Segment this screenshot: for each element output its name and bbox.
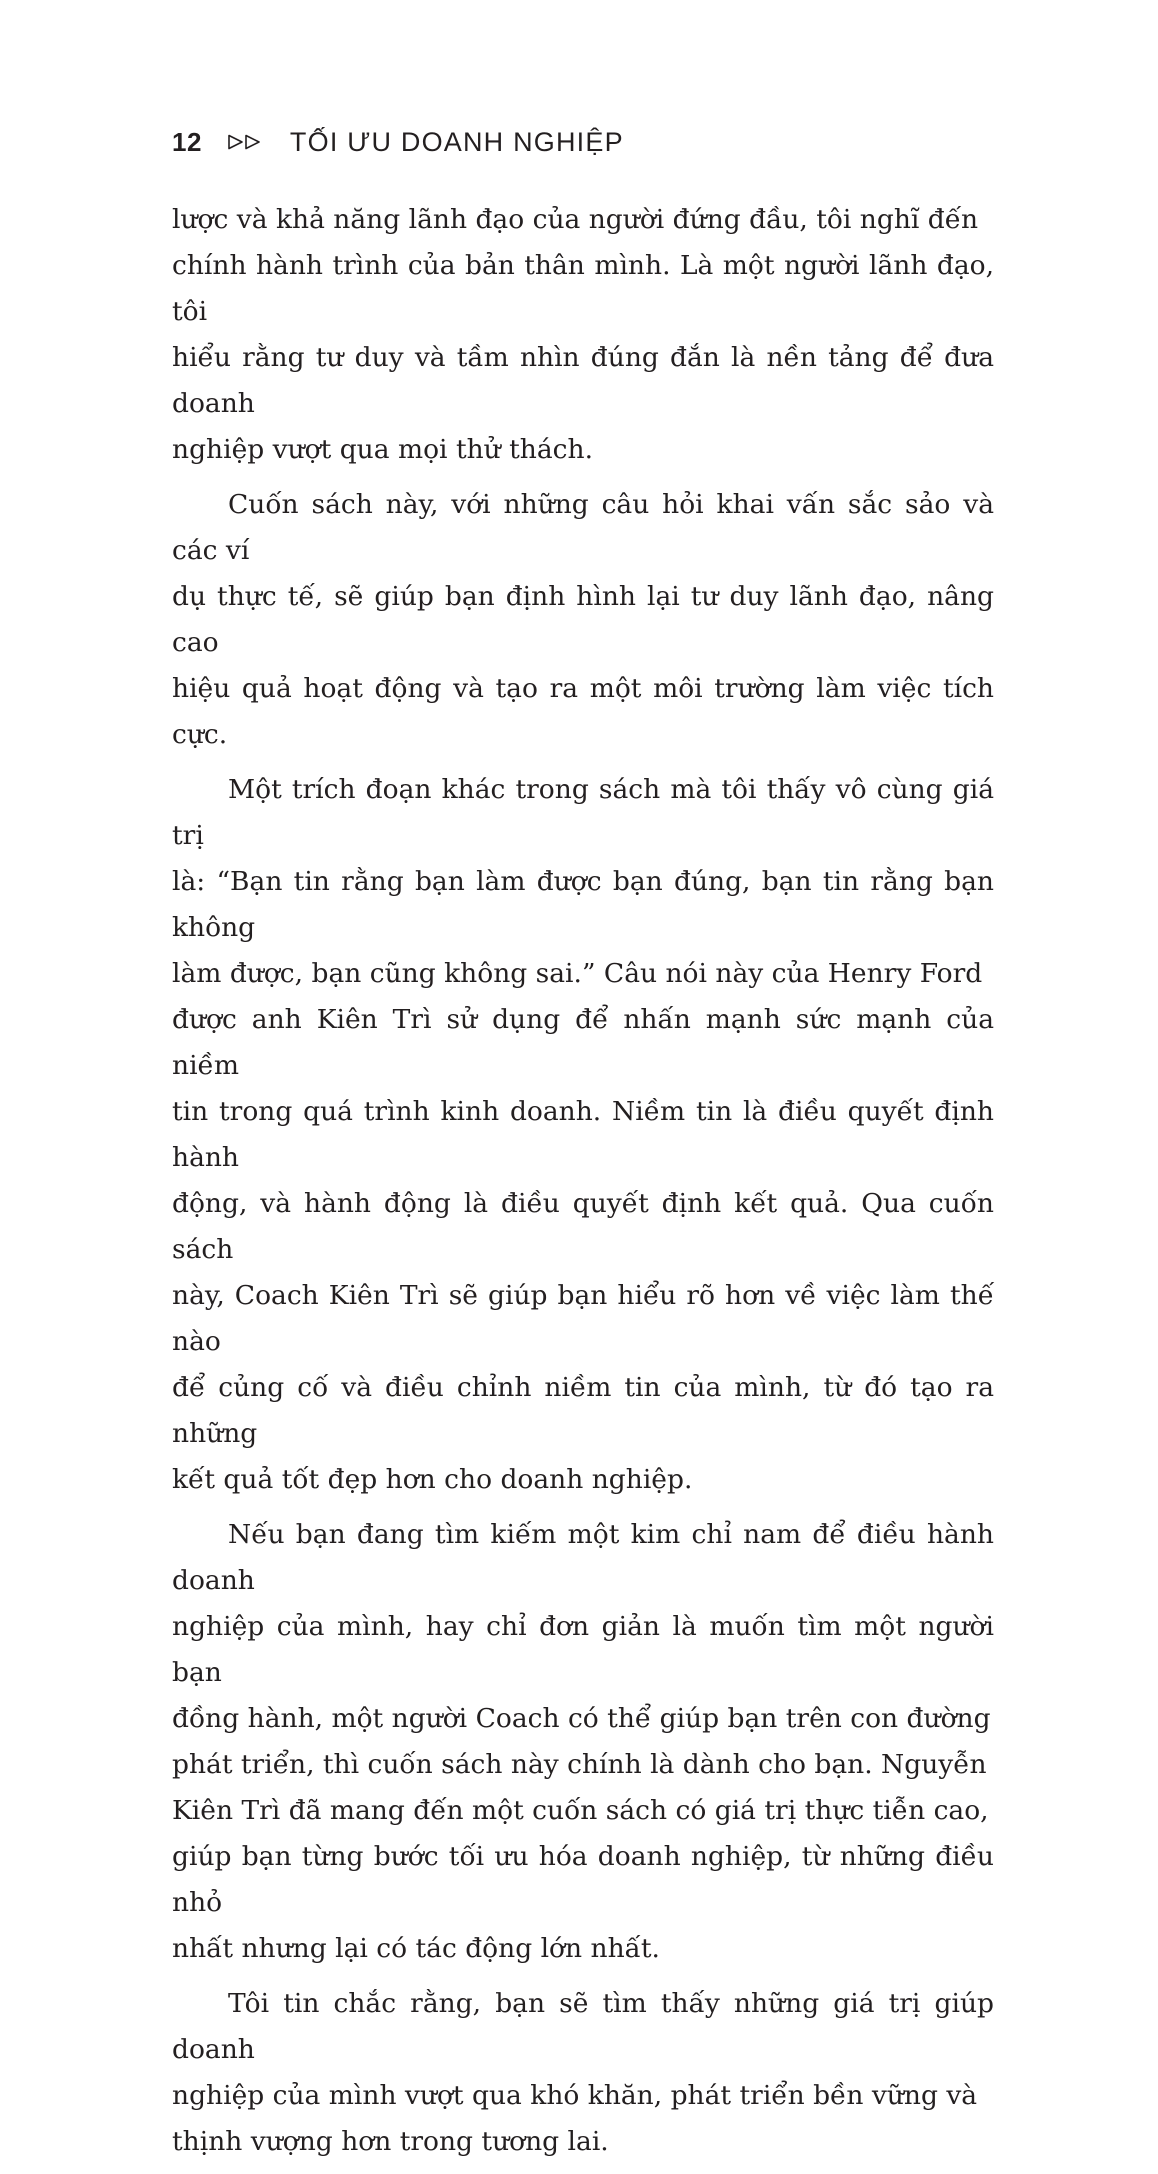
paragraph xyxy=(172,197,994,473)
body-text xyxy=(172,197,994,2174)
text-line: là: “Bạn tin rằng bạn làm được bạn đúng, bạn tin rằng bạn không xyxy=(172,866,994,943)
text-line: phát triển, thì cuốn sách này chính là dành cho bạn. Nguyễn xyxy=(172,1749,987,1780)
text-line: để củng cố và điều chỉnh niềm tin của mình, từ đó tạo ra những xyxy=(172,1372,994,1449)
text-line: lược và khả năng lãnh đạo của người đứng đầu, tôi nghĩ đến xyxy=(172,204,979,235)
text-line: Một trích đoạn khác trong sách mà tôi thấy vô cùng giá trị xyxy=(172,774,994,851)
text-line: nghiệp vượt qua mọi thử thách. xyxy=(172,434,593,465)
text-line: nghiệp của mình, hay chỉ đơn giản là muốn tìm một người bạn xyxy=(172,1611,994,1688)
running-header xyxy=(172,122,624,162)
text-line: Cuốn sách này, với những câu hỏi khai vấn sắc sảo và các ví xyxy=(172,489,994,566)
paragraph xyxy=(172,482,994,758)
text-line: giúp bạn từng bước tối ưu hóa doanh nghiệp, từ những điều nhỏ xyxy=(172,1841,994,1918)
text-line: làm được, bạn cũng không sai.” Câu nói này của Henry Ford xyxy=(172,958,983,989)
text-line: được anh Kiên Trì sử dụng để nhấn mạnh sức mạnh của niềm xyxy=(172,1004,994,1081)
text-line: Kiên Trì đã mang đến một cuốn sách có giá trị thực tiễn cao, xyxy=(172,1795,989,1826)
text-line: hiểu rằng tư duy và tầm nhìn đúng đắn là nền tảng để đưa doanh xyxy=(172,342,994,419)
text-line: đồng hành, một người Coach có thể giúp bạn trên con đường xyxy=(172,1703,991,1734)
double-play-arrows-icon xyxy=(228,134,262,150)
text-line: kết quả tốt đẹp hơn cho doanh nghiệp. xyxy=(172,1464,693,1495)
text-line: động, và hành động là điều quyết định kết quả. Qua cuốn sách xyxy=(172,1188,994,1265)
paragraph xyxy=(172,1981,994,2165)
text-line: nhất nhưng lại có tác động lớn nhất. xyxy=(172,1933,660,1964)
text-line: tin trong quá trình kinh doanh. Niềm tin là điều quyết định hành xyxy=(172,1096,994,1173)
page-number: 12 xyxy=(172,126,202,157)
paragraph xyxy=(172,1512,994,1972)
text-line: thịnh vượng hơn trong tương lai. xyxy=(172,2126,609,2157)
text-line: dụ thực tế, sẽ giúp bạn định hình lại tư duy lãnh đạo, nâng cao xyxy=(172,581,994,658)
book-title: TỐI ƯU DOANH NGHIỆP xyxy=(289,126,624,157)
text-line: Nếu bạn đang tìm kiếm một kim chỉ nam để điều hành doanh xyxy=(172,1519,994,1596)
text-line: này, Coach Kiên Trì sẽ giúp bạn hiểu rõ hơn về việc làm thế nào xyxy=(172,1280,994,1357)
text-line: hiệu quả hoạt động và tạo ra một môi trường làm việc tích cực. xyxy=(172,673,994,750)
text-line: Tôi tin chắc rằng, bạn sẽ tìm thấy những giá trị giúp doanh xyxy=(172,1988,994,2065)
text-line: nghiệp của mình vượt qua khó khăn, phát triển bền vững và xyxy=(172,2080,978,2111)
paragraph xyxy=(172,767,994,1503)
text-line: chính hành trình của bản thân mình. Là một người lãnh đạo, tôi xyxy=(172,250,994,327)
